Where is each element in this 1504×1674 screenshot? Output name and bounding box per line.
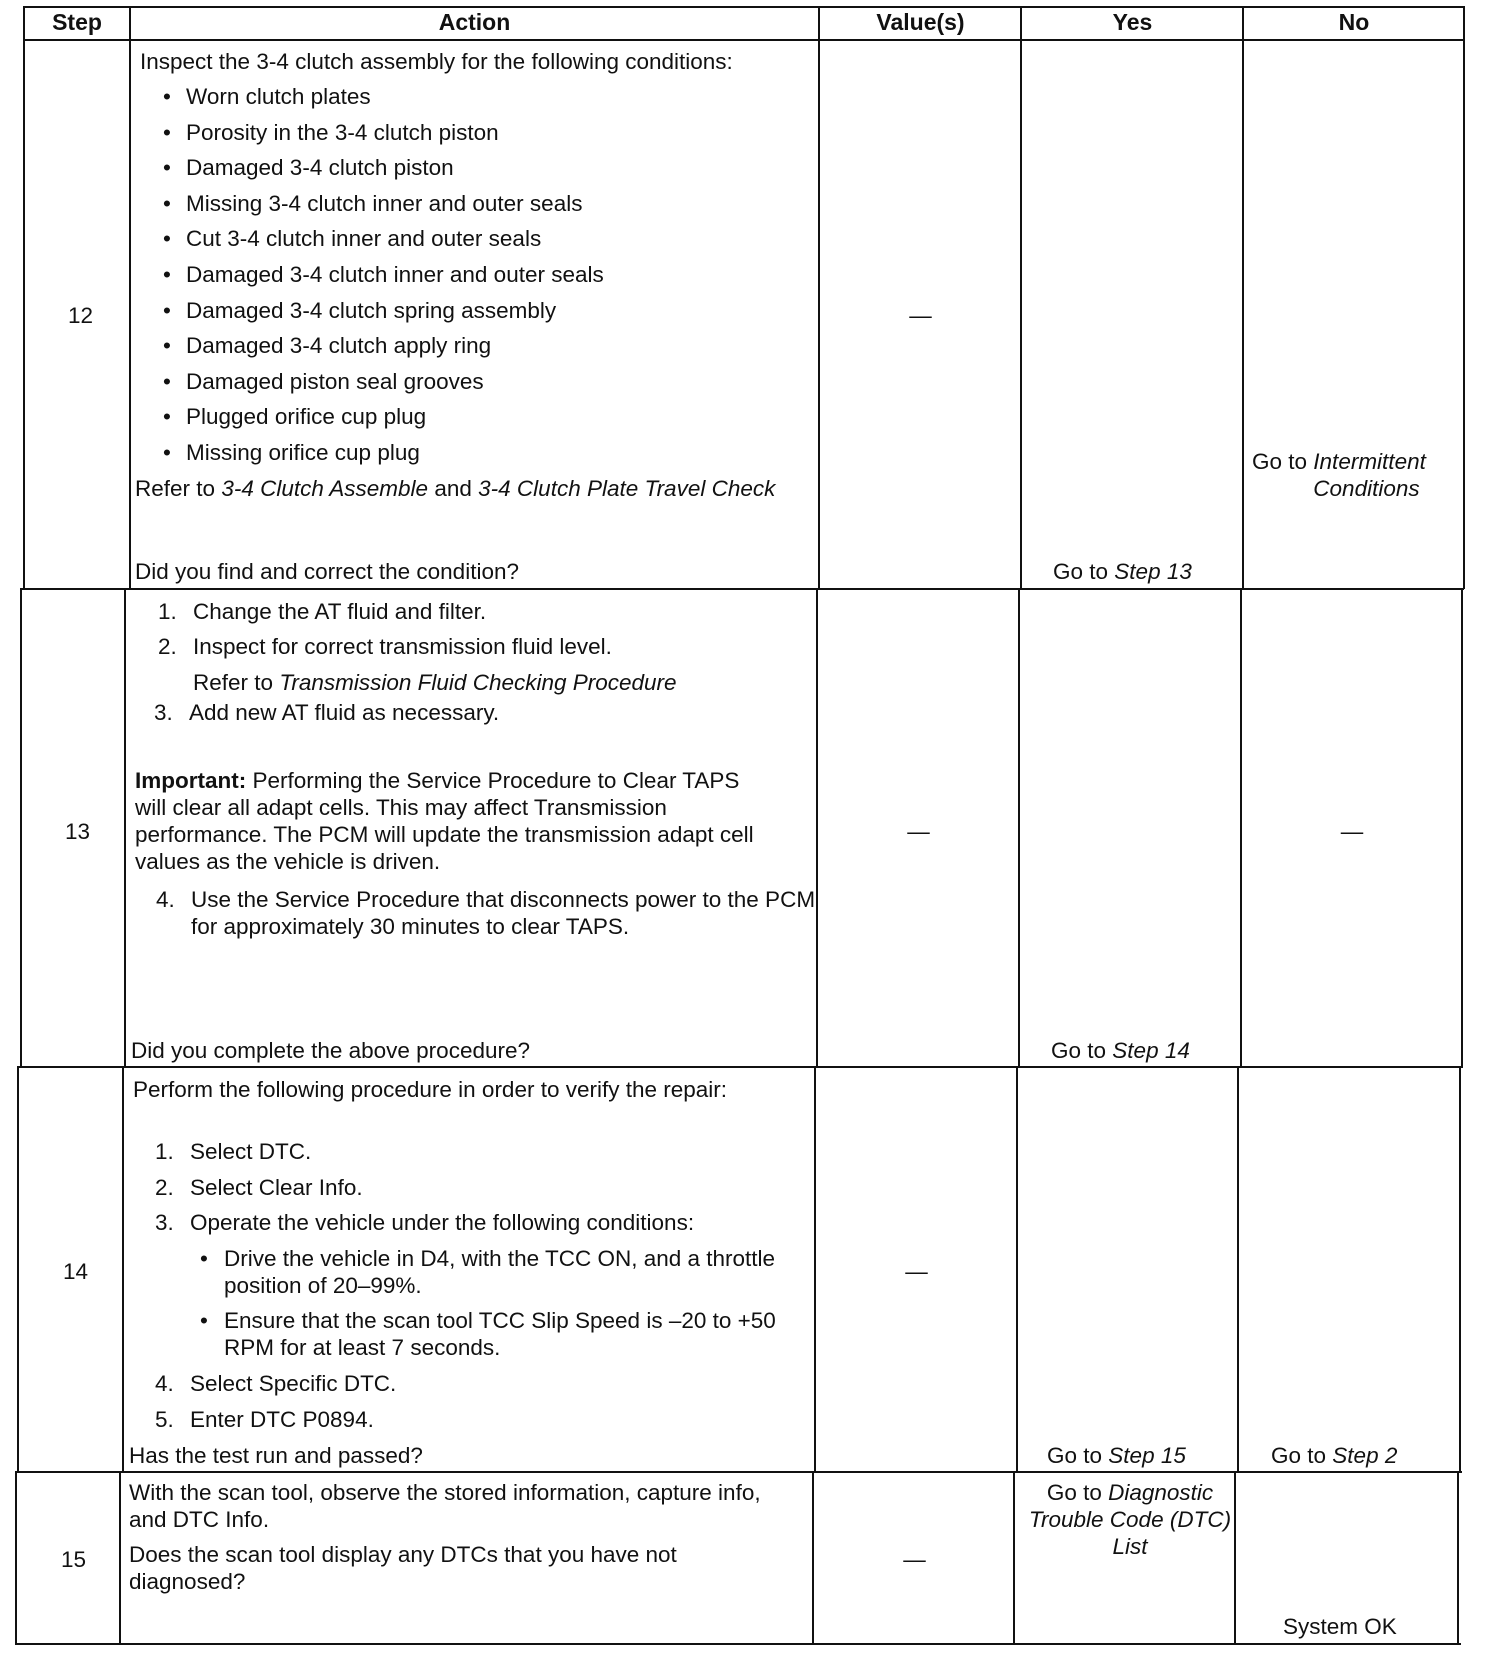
go-to-text: Go to xyxy=(1252,449,1308,474)
list-number: 4. xyxy=(156,887,175,912)
list-item: Change the AT fluid and filter. xyxy=(193,599,487,624)
row-question: Did you find and correct the condition? xyxy=(135,559,519,584)
condition-item: • Damaged 3-4 clutch piston xyxy=(186,154,454,181)
row-divider-14-15 xyxy=(16,1471,1462,1473)
column-border-left xyxy=(23,6,25,589)
table-border-bottom xyxy=(15,1643,1461,1645)
value-cell: — xyxy=(907,819,930,844)
condition-item: • Damaged 3-4 clutch apply ring xyxy=(186,332,491,359)
list-item: Add new AT fluid as necessary. xyxy=(189,700,500,725)
important-label: Important: xyxy=(135,768,247,793)
no-action xyxy=(1252,448,1431,502)
step-14-link[interactable]: Step 14 xyxy=(1112,1038,1190,1063)
list-number: 2. xyxy=(155,1175,174,1200)
column-border-left xyxy=(17,1066,19,1472)
condition-item: • Plugged orifice cup plug xyxy=(186,403,426,430)
clutch-plate-travel-check-link[interactable]: 3-4 Clutch Plate Travel Check xyxy=(478,476,776,501)
column-divider-action-values xyxy=(818,6,820,589)
step-13-link[interactable]: Step 13 xyxy=(1114,559,1192,584)
column-border-right xyxy=(1463,6,1465,589)
value-cell: — xyxy=(909,303,932,328)
value-cell: — xyxy=(905,1259,928,1284)
step-2-link[interactable]: Step 2 xyxy=(1332,1443,1398,1468)
row-question: Has the test run and passed? xyxy=(129,1443,423,1468)
list-number: 5. xyxy=(155,1407,174,1432)
go-to-text: Go to xyxy=(1046,1480,1102,1505)
header-no: No xyxy=(1338,9,1370,35)
condition-sub-item: • Ensure that the scan tool TCC Slip Speed is –20 to +50 RPM for at least 7 seconds. xyxy=(224,1307,814,1361)
list-number: 2. xyxy=(158,634,177,659)
list-item: Enter DTC P0894. xyxy=(190,1407,374,1432)
refer-and: and xyxy=(434,476,472,501)
list-item: Operate the vehicle under the following conditions: xyxy=(190,1210,695,1235)
clutch-assemble-link[interactable]: 3-4 Clutch Assemble xyxy=(221,476,429,501)
condition-sub-item: • Drive the vehicle in D4, with the TCC ON, and a throttle position of 20–99%. xyxy=(224,1245,799,1299)
condition-item: • Missing 3-4 clutch inner and outer seals xyxy=(186,190,582,217)
step-number: 14 xyxy=(63,1259,89,1284)
row-divider-12-13 xyxy=(20,588,1464,590)
step-number: 15 xyxy=(61,1547,87,1572)
yes-action xyxy=(1051,1037,1190,1064)
condition-item: • Damaged 3-4 clutch inner and outer seals xyxy=(186,261,604,288)
list-number: 3. xyxy=(155,1210,174,1235)
list-item: Inspect for correct transmission fluid level. xyxy=(193,634,612,659)
yes-action xyxy=(1020,1479,1240,1560)
header-action: Action xyxy=(438,9,511,35)
step-number: 12 xyxy=(68,303,94,328)
list-item: Select DTC. xyxy=(190,1139,312,1164)
row-question: Does the scan tool display any DTCs that you have not diagnosed? xyxy=(129,1542,677,1594)
list-item: Select Clear Info. xyxy=(190,1175,363,1200)
action-intro: Perform the following procedure in order to verify the repair: xyxy=(133,1077,728,1102)
column-divider-step-action xyxy=(124,588,126,1067)
fluid-checking-procedure-link[interactable]: Transmission Fluid Checking Procedure xyxy=(279,670,677,695)
list-item: Select Specific DTC. xyxy=(190,1371,397,1396)
go-to-text: Go to xyxy=(1271,1443,1327,1468)
condition-item: • Damaged 3-4 clutch spring assembly xyxy=(186,297,556,324)
table-border-top xyxy=(24,6,1465,8)
column-border-right xyxy=(1457,1471,1459,1645)
refer-prefix: Refer to xyxy=(193,670,274,695)
step-15-link[interactable]: Step 15 xyxy=(1108,1443,1186,1468)
no-action: — xyxy=(1340,819,1364,844)
column-divider-step-action xyxy=(129,6,131,589)
header-values: Value(s) xyxy=(876,9,965,35)
action-intro: Inspect the 3-4 clutch assembly for the following conditions: xyxy=(140,49,733,74)
go-to-text: Go to xyxy=(1047,1443,1103,1468)
step-number: 13 xyxy=(65,819,91,844)
important-note xyxy=(135,767,775,875)
yes-action xyxy=(1053,558,1192,585)
intermittent-conditions-link[interactable]: Intermittent Conditions xyxy=(1313,449,1426,501)
go-to-text: Go to xyxy=(1053,559,1109,584)
yes-action xyxy=(1047,1442,1186,1469)
list-number: 3. xyxy=(154,700,173,725)
important-text: Performing the Service Procedure to Clear TAPS will clear all adapt cells. This may affect Transmission performance. The PCM will update the transmission adapt cell values as the vehicle is driven. xyxy=(135,768,754,874)
value-cell: — xyxy=(903,1547,926,1572)
condition-item: • Worn clutch plates xyxy=(186,83,371,110)
column-border-right xyxy=(1459,1066,1461,1472)
column-divider-values-yes xyxy=(1020,6,1022,589)
column-divider-yes-no xyxy=(1237,1066,1239,1472)
no-action xyxy=(1271,1442,1397,1469)
list-item: Use the Service Procedure that disconnects power to the PCM for approximately 30 minutes to clear TAPS. xyxy=(191,887,816,939)
dtc-list-link[interactable]: Diagnostic Trouble Code (DTC) List xyxy=(1028,1480,1232,1559)
go-to-text: Go to xyxy=(1051,1038,1107,1063)
list-number: 4. xyxy=(155,1371,174,1396)
condition-item: • Porosity in the 3-4 clutch piston xyxy=(186,119,499,146)
column-border-left xyxy=(15,1471,17,1645)
refer-to-text xyxy=(135,475,805,502)
column-divider-step-action xyxy=(119,1471,121,1645)
condition-item: • Damaged piston seal grooves xyxy=(186,368,484,395)
list-number: 1. xyxy=(155,1139,174,1164)
row-question: Did you complete the above procedure? xyxy=(131,1038,531,1063)
header-step: Step xyxy=(52,9,102,35)
action-intro: With the scan tool, observe the stored information, capture info, and DTC Info. xyxy=(129,1480,761,1532)
refer-to-text xyxy=(193,669,677,696)
column-divider-step-action xyxy=(122,1066,124,1472)
refer-prefix: Refer to xyxy=(135,476,216,501)
column-divider-yes-no xyxy=(1242,6,1244,589)
condition-item: • Missing orifice cup plug xyxy=(186,439,420,466)
no-action: System OK xyxy=(1283,1614,1397,1639)
row-divider-13-14 xyxy=(17,1066,1463,1068)
condition-item: • Cut 3-4 clutch inner and outer seals xyxy=(186,225,541,252)
column-border-left xyxy=(20,588,22,1067)
header-yes: Yes xyxy=(1112,9,1153,35)
list-number: 1. xyxy=(158,599,177,624)
header-divider xyxy=(24,39,1465,41)
